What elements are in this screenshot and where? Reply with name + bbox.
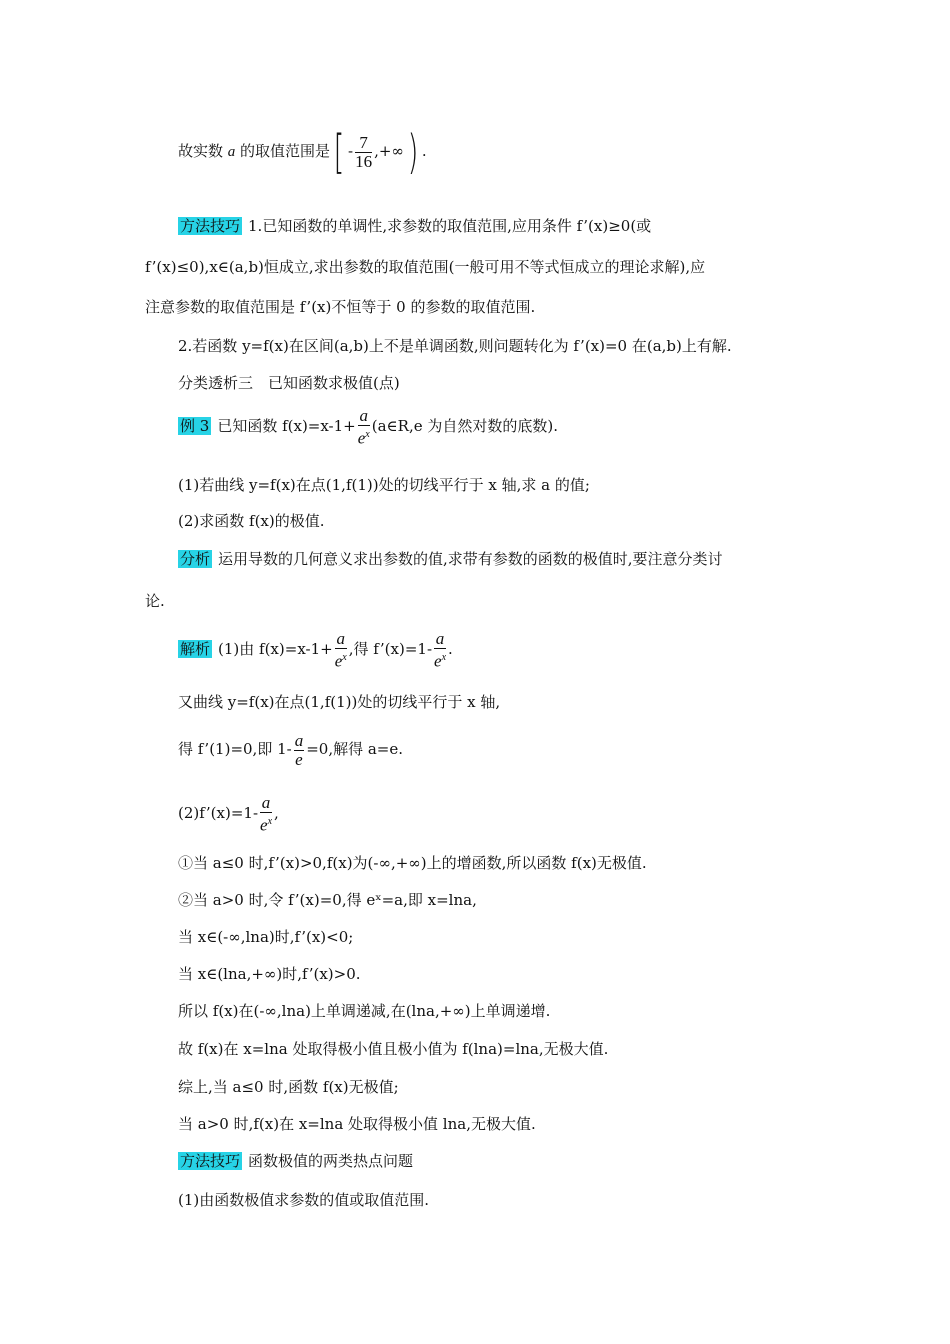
text-segment: .	[448, 640, 453, 658]
base-e: e	[260, 815, 268, 835]
numerator: 7	[355, 134, 372, 153]
example-tag: 例 3	[180, 417, 210, 435]
text-segment: 运用导数的几何意义求出参数的值,求带有参数的函数的极值时,要注意分类讨	[218, 550, 723, 568]
paragraph-line	[178, 927, 353, 947]
fraction-a-over-ex	[434, 630, 446, 671]
method-tag: 方法技巧	[180, 217, 241, 235]
text-segment: 已知函数 f(x)=x-1+	[217, 417, 356, 435]
paragraph-line	[178, 1001, 550, 1021]
text-segment: 函数极值的两类热点问题	[248, 1152, 414, 1170]
paragraph-line	[178, 964, 361, 984]
exponent: x	[342, 651, 347, 663]
text-segment: 得 f’(1)=0,即 1-	[178, 740, 292, 758]
infinity: ,+∞	[374, 142, 404, 160]
exponent: x	[441, 651, 447, 663]
method-tip-1	[178, 216, 651, 236]
paragraph-line	[178, 890, 477, 910]
text-segment: 论.	[145, 592, 165, 610]
paragraph-line	[178, 1039, 608, 1059]
paragraph-line	[145, 257, 705, 277]
denominator	[358, 426, 370, 448]
analysis-tag: 分析	[180, 550, 211, 568]
minus-sign: -	[348, 142, 354, 160]
text-segment: (a∈R,e 为自然对数的底数).	[371, 417, 558, 435]
period: .	[421, 142, 427, 160]
paragraph-line	[178, 692, 500, 712]
var-a: a	[227, 144, 236, 160]
right-paren: )	[407, 125, 419, 179]
denominator: 16	[355, 151, 373, 171]
denominator	[335, 649, 347, 671]
text-segment: 又曲线 y=f(x)在点(1,f(1))处的切线平行于 x 轴,	[178, 693, 501, 711]
text-segment: (1)由 f(x)=x-1+	[218, 640, 333, 658]
text-segment: ②当 a>0 时,令 f’(x)=0,得 eˣ=a,即 x=lna,	[178, 891, 477, 909]
numerator: a	[336, 628, 345, 648]
text-segment: 故实数	[178, 142, 228, 160]
text-segment: f’(x)≤0),x∈(a,b)恒成立,求出参数的取值范围(一般可用不等式恒成立的理论求解),应	[145, 258, 706, 276]
numerator: a	[435, 628, 445, 648]
fraction-a-over-e	[294, 732, 305, 769]
denominator: e	[295, 749, 303, 769]
text-segment: ,得 f’(x)=1-	[348, 640, 433, 658]
denominator	[260, 813, 272, 835]
left-bracket: [	[333, 125, 345, 179]
paragraph-line	[178, 1190, 429, 1210]
text-segment: 当 x∈(-∞,lna)时,f’(x)<0;	[178, 928, 354, 946]
text-segment: (2)求函数 f(x)的极值.	[178, 512, 325, 530]
fraction-a-over-ex	[358, 407, 370, 448]
fraction-7-16	[355, 134, 372, 171]
numerator: a	[359, 405, 368, 425]
text-segment: 故 f(x)在 x=lna 处取得极小值且极小值为 f(lna)=lna,无极大值.	[178, 1040, 609, 1058]
text-segment: ,	[274, 804, 279, 822]
text-segment: 2.若函数 y=f(x)在区间(a,b)上不是单调函数,则问题转化为 f’(x)=0 在(a,b)上有解.	[178, 337, 732, 355]
text-segment: 综上,当 a≤0 时,函数 f(x)无极值;	[178, 1078, 399, 1096]
base-e: e	[357, 428, 366, 448]
method-tip-2	[178, 1151, 413, 1171]
text-segment: 的取值范围是	[235, 142, 331, 160]
paragraph-line	[178, 336, 732, 356]
solution	[178, 627, 453, 671]
paragraph-line	[178, 1114, 536, 1134]
base-e: e	[334, 651, 343, 671]
paragraph-line	[145, 297, 535, 317]
exponent: x	[365, 428, 370, 440]
paragraph-line	[178, 727, 403, 771]
text-segment: 所以 f(x)在(-∞,lna)上单调递减,在(lna,+∞)上单调递增.	[178, 1002, 551, 1020]
fraction-a-over-ex	[335, 630, 347, 671]
numerator: a	[261, 792, 271, 812]
text-segment: (2)f’(x)=1-	[178, 804, 259, 822]
fraction-a-over-ex	[260, 794, 272, 835]
numerator: a	[294, 730, 304, 750]
text-segment: (1)由函数极值求参数的值或取值范围.	[178, 1191, 430, 1209]
example-3	[178, 406, 558, 447]
question-2	[178, 511, 325, 531]
text-segment: (1)若曲线 y=f(x)在点(1,f(1))处的切线平行于 x 轴,求 a 的值;	[178, 476, 590, 494]
text-segment: 1.已知函数的单调性,求参数的取值范围,应用条件 f’(x)≥0(或	[248, 217, 652, 235]
analysis	[178, 549, 723, 569]
text-segment: 注意参数的取值范围是 f’(x)不恒等于 0 的参数的取值范围.	[145, 298, 536, 316]
base-e: e	[434, 651, 442, 671]
question-1	[178, 475, 590, 495]
solution-tag: 解析	[180, 640, 211, 658]
method-tag: 方法技巧	[180, 1152, 241, 1170]
paragraph-line	[145, 591, 165, 611]
range-conclusion	[178, 125, 427, 179]
text-segment: ①当 a≤0 时,f’(x)>0,f(x)为(-∞,+∞)上的增函数,所以函数 f(x)无极值.	[178, 854, 647, 872]
paragraph-line	[178, 853, 647, 873]
text-segment: 分类透析三 已知函数求极值(点)	[178, 374, 400, 392]
text-segment: 当 x∈(lna,+∞)时,f’(x)>0.	[178, 965, 361, 983]
paragraph-line	[178, 791, 279, 835]
section-heading	[178, 373, 400, 393]
text-segment: 当 a>0 时,f(x)在 x=lna 处取得极小值 lna,无极大值.	[178, 1115, 536, 1133]
text-segment: =0,解得 a=e.	[306, 740, 404, 758]
denominator	[434, 649, 446, 671]
exponent: x	[267, 815, 273, 827]
paragraph-line	[178, 1077, 399, 1097]
